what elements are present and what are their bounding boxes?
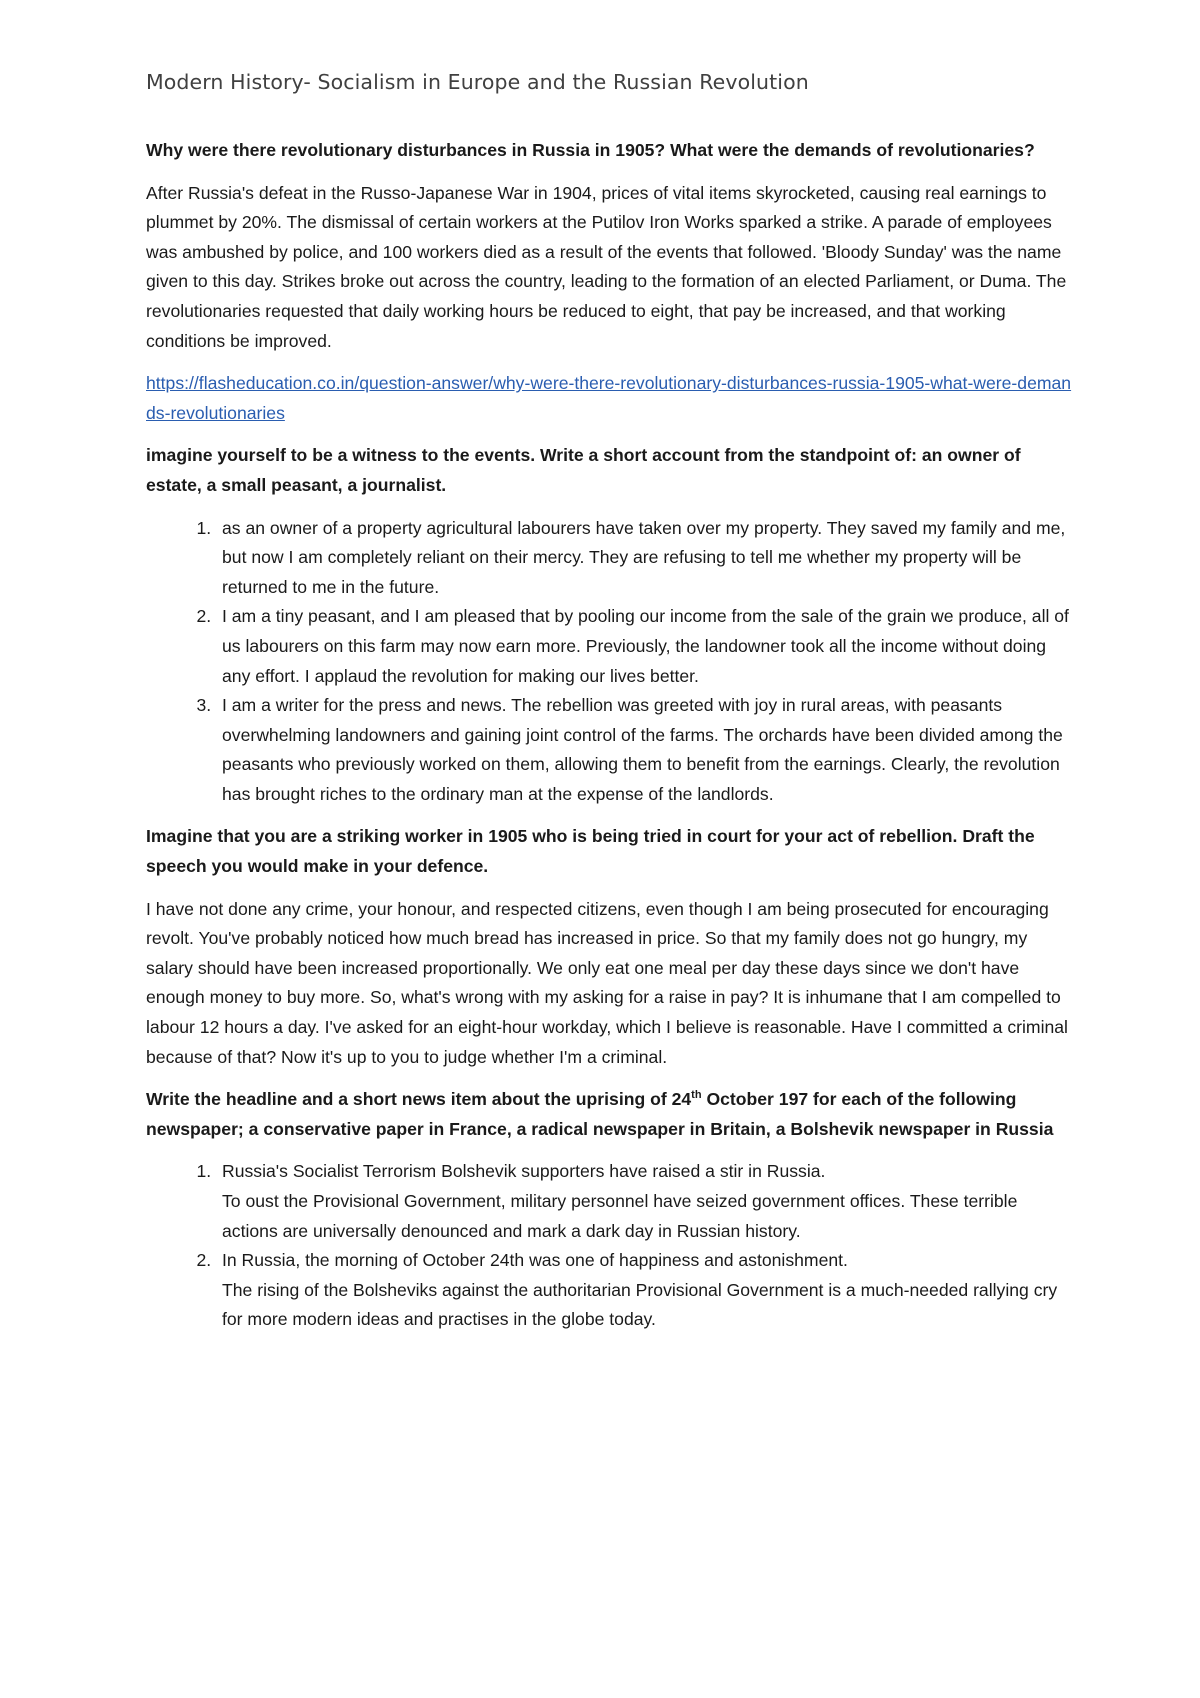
list-item: 2. I am a tiny peasant, and I am pleased that by pooling our income from the sale of the grain we produce, all of us labourers on this farm may now earn more. Previously, the landowner took all the income without doing any effort. I applaud the revolution for making our lives better. bbox=[216, 602, 1076, 691]
list-item: 1. as an owner of a property agricultural labourers have taken over my property. They saved my family and me, but now I am completely reliant on their mercy. They are refusing to tell me whether my property will be returned to me in the future. bbox=[216, 514, 1076, 603]
list-item: 3. I am a writer for the press and news. The rebellion was greeted with joy in rural areas, with peasants overwhelming landowners and gaining joint control of the farms. The orchards have been divided among the peasants who previously worked on them, allowing them to benefit from the earnings. Clearly, the revolution has brought riches to the ordinary man at the expense of the landlords. bbox=[216, 691, 1076, 809]
headline: 1. Russia's Socialist Terrorism Bolshevik supporters have raised a stir in Russia. bbox=[222, 1161, 826, 1182]
document-body bbox=[146, 70, 1076, 1348]
headline: 2. In Russia, the morning of October 24th was one of happiness and astonishment. bbox=[222, 1250, 848, 1271]
question-4-text-b: October 197 for each of the following newspaper; a conservative paper in France, a radical newspaper in Britain, a Bolshevik newspaper in Russia bbox=[146, 1089, 1054, 1139]
answer-1: After Russia's defeat in the Russo-Japanese War in 1904, prices of vital items skyrocketed, causing real earnings to plummet by 20%. The dismissal of certain workers at the Putilov Iron Works sparked a strike. A parade of employees was ambushed by police, and 100 workers died as a result of the events that followed. 'Bloody Sunday' was the name given to this day. Strikes broke out across the country, leading to the formation of an elected Parliament, or Duma. The revolutionaries requested that daily working hours be reduced to eight, that pay be increased, and that working conditions be improved. bbox=[146, 182, 1067, 351]
list-item bbox=[216, 1246, 1076, 1335]
question-4 bbox=[146, 1085, 1076, 1144]
list-item bbox=[216, 1157, 1076, 1246]
news-item: To oust the Provisional Government, military personnel have seized government offices. These terrible actions are universally denounced and mark a dark day in Russian history. bbox=[222, 1191, 1018, 1241]
question-2: imagine yourself to be a witness to the events. Write a short account from the standpoint of: an owner of estate, a small peasant, a journalist. bbox=[146, 445, 1021, 495]
accounts-list bbox=[146, 514, 1076, 810]
question-3: Imagine that you are a striking worker in 1905 who is being tried in court for your act of rebellion. Draft the speech you would make in your defence. bbox=[146, 826, 1035, 877]
question-4-text-a: Write the headline and a short news item about the uprising of 24 bbox=[146, 1089, 692, 1110]
answer-3: I have not done any crime, your honour, and respected citizens, even though I am being prosecuted for encouraging revolt. You've probably noticed how much bread has increased in price. So that my family does not go hungry, my salary should have been increased proportionally. We only eat one meal per day these days since we don't have enough money to buy more. So, what's wrong with my asking for a raise in pay? It is inhumane that I am compelled to labour 12 hours a day. I've asked for an eight-hour workday, which I believe is reasonable. Have I committed a criminal because of that? Now it's up to you to judge whether I'm a criminal. bbox=[146, 898, 1068, 1067]
document-title: Modern History- Socialism in Europe and the Russian Revolution bbox=[146, 70, 809, 94]
question-1: Why were there revolutionary disturbances in Russia in 1905? What were the demands of revolutionaries? bbox=[146, 140, 1035, 160]
headlines-list bbox=[146, 1157, 1076, 1335]
source-link[interactable]: https://flasheducation.co.in/question-answer/why-were-there-revolutionary-disturbances-russia-1905-what-were-demands-revolutionaries bbox=[146, 373, 1072, 423]
ordinal-suffix: th bbox=[691, 1089, 702, 1102]
news-item: The rising of the Bolsheviks against the authoritarian Provisional Government is a much-needed rallying cry for more modern ideas and practises in the globe today. bbox=[222, 1279, 1058, 1330]
